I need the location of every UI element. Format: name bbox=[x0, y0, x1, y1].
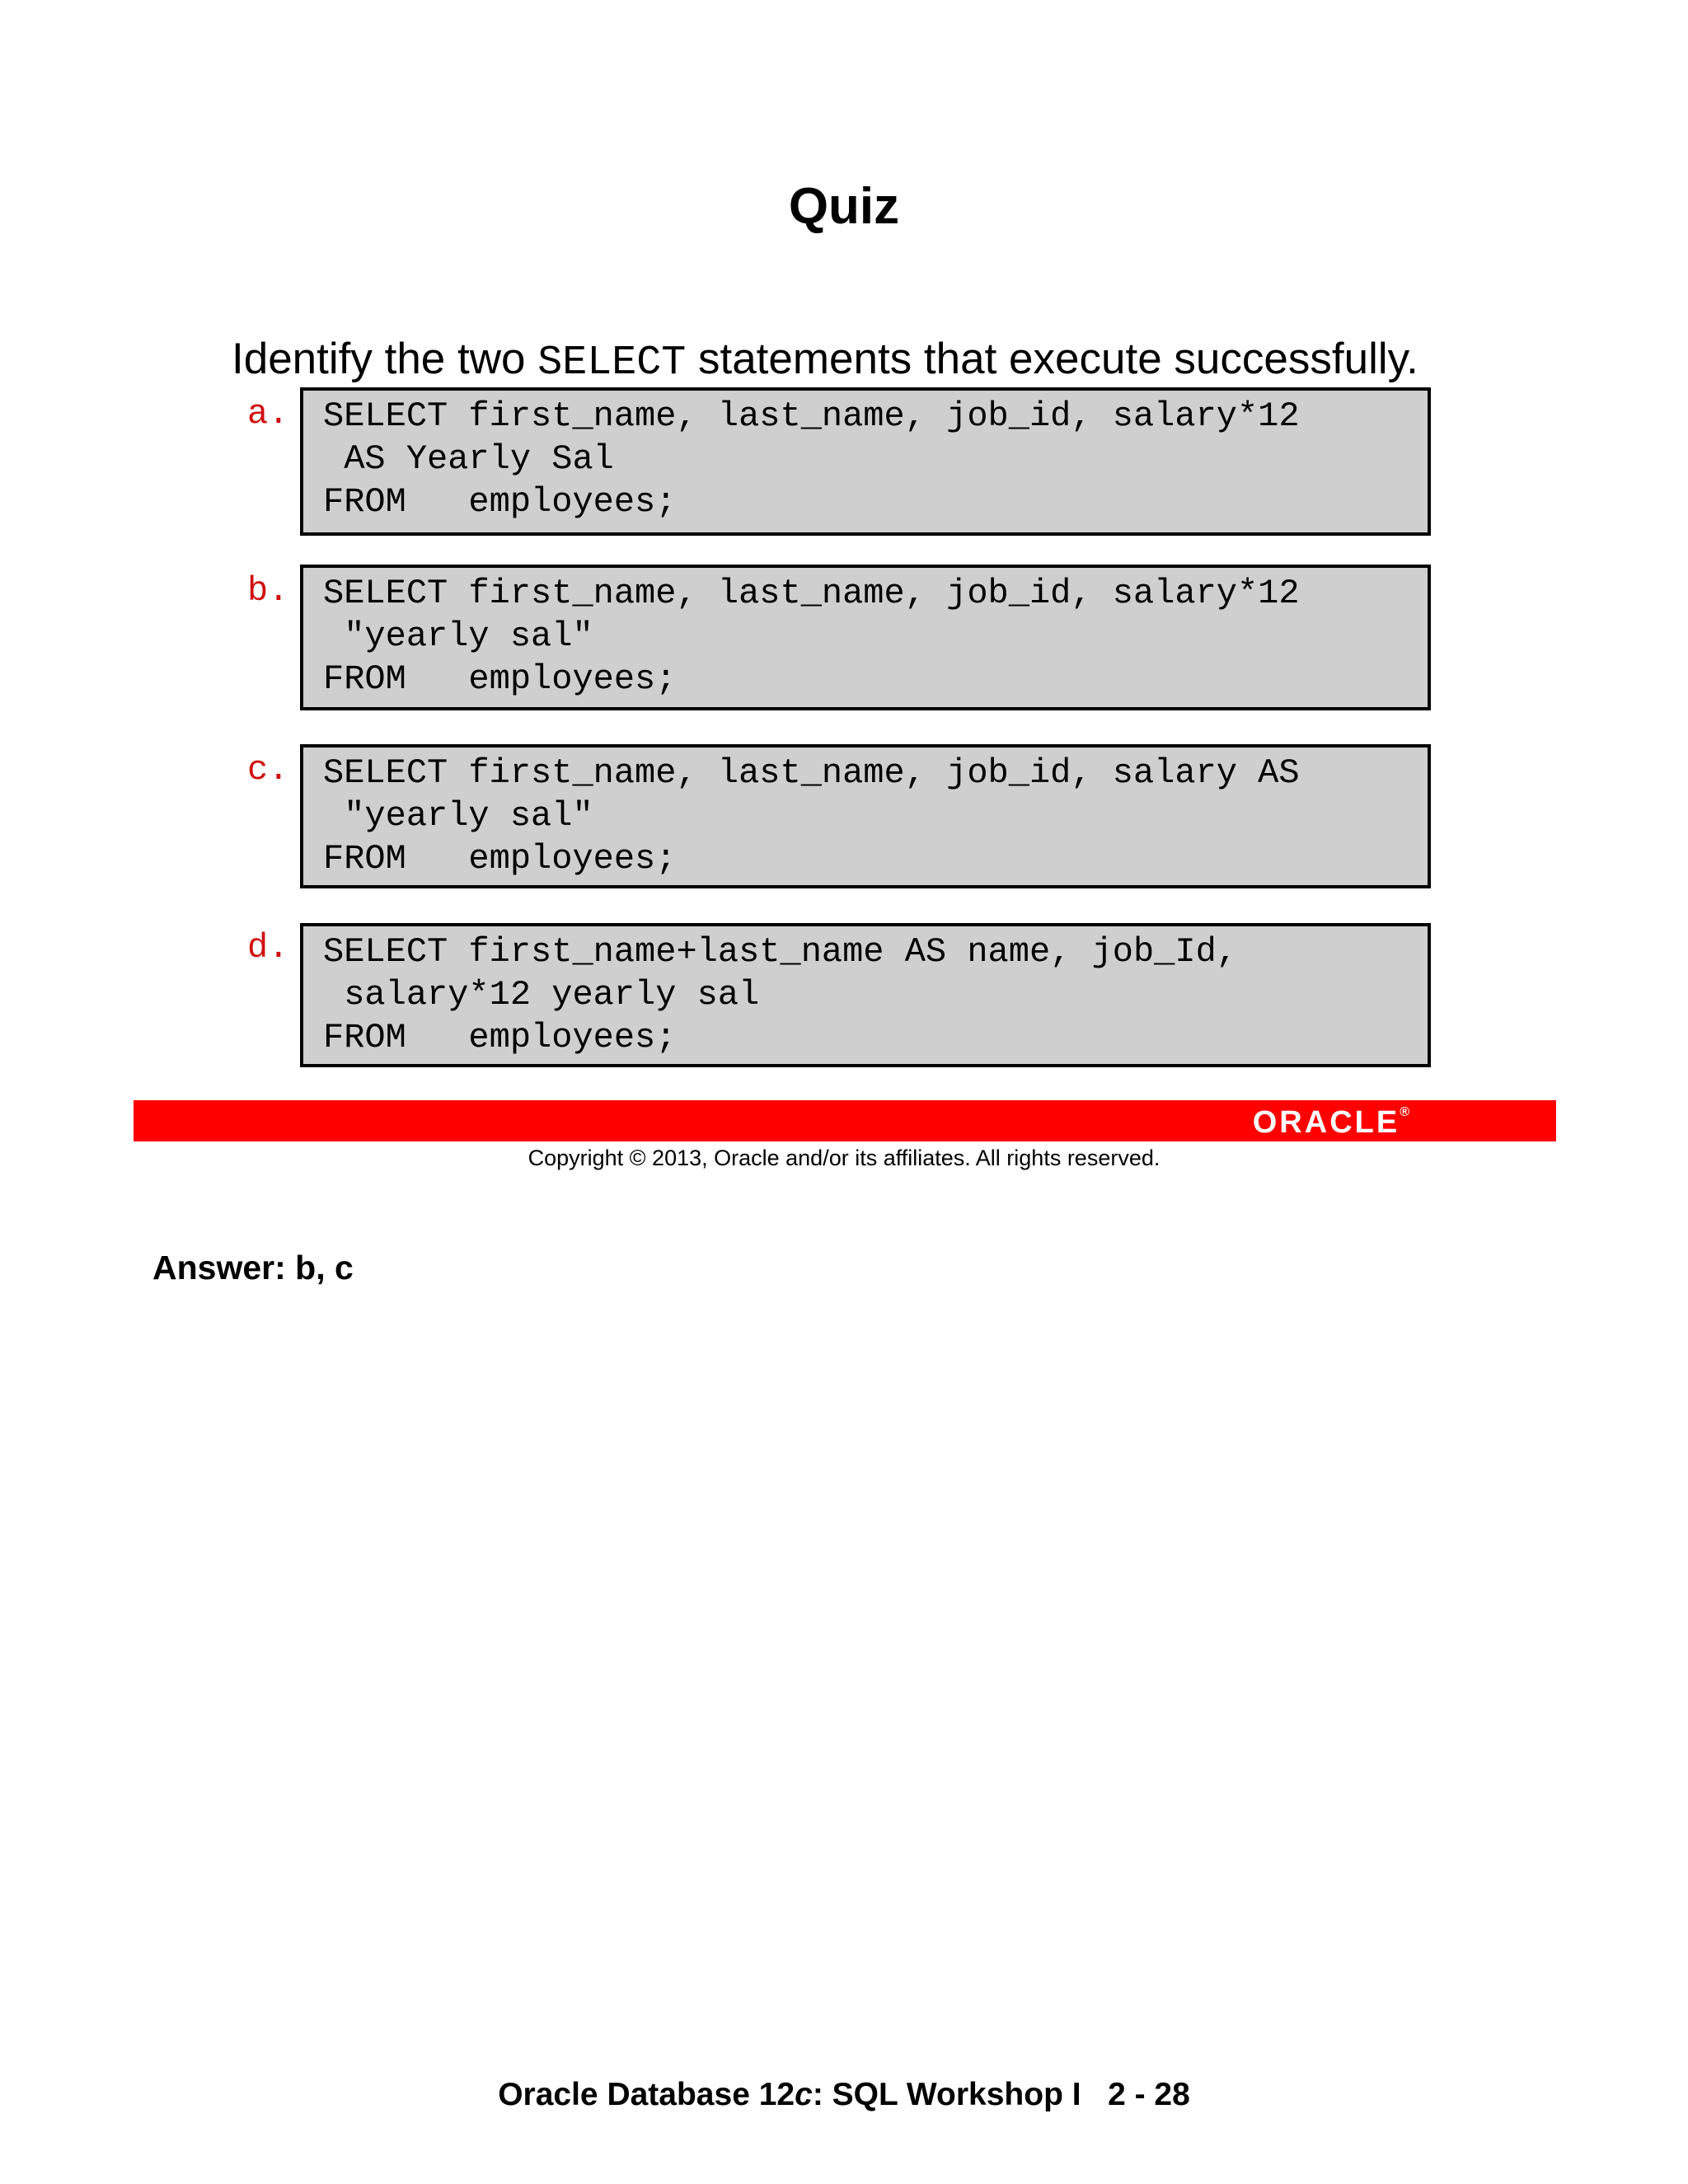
option-c-letter: c. bbox=[247, 750, 289, 790]
code-line: FROM employees; bbox=[323, 659, 677, 699]
option-a-letter: a. bbox=[247, 394, 289, 434]
code-line: SELECT first_name, last_name, job_id, salary*12 bbox=[323, 574, 1300, 613]
footer-italic: c bbox=[795, 2077, 813, 2112]
registered-mark: ® bbox=[1400, 1105, 1409, 1119]
code-line: SELECT first_name, last_name, job_id, salary AS bbox=[323, 753, 1300, 793]
option-a-code bbox=[300, 387, 1431, 536]
code-line: SELECT first_name+last_name AS name, job_Id, bbox=[323, 932, 1237, 972]
code-line: "yearly sal" bbox=[323, 616, 593, 656]
question-text bbox=[232, 334, 1418, 387]
code-line: SELECT first_name, last_name, job_id, salary*12 bbox=[323, 396, 1300, 436]
oracle-red-banner bbox=[134, 1100, 1556, 1141]
answer-text: Answer: b, c bbox=[152, 1249, 354, 1286]
code-line: AS Yearly Sal bbox=[323, 439, 614, 479]
question-keyword: SELECT bbox=[537, 340, 687, 387]
footer-post: : SQL Workshop I 2 - 28 bbox=[812, 2077, 1190, 2112]
option-d-letter: d. bbox=[247, 928, 289, 968]
question-suffix: statements that execute successfully. bbox=[686, 335, 1418, 383]
page-footer bbox=[0, 2077, 1688, 2113]
code-line: FROM employees; bbox=[323, 839, 677, 879]
option-b-code bbox=[300, 565, 1431, 710]
code-line: salary*12 yearly sal bbox=[323, 975, 760, 1015]
copyright-text: Copyright © 2013, Oracle and/or its affiliates. All rights reserved. bbox=[528, 1146, 1160, 1170]
page-title: Quiz bbox=[788, 178, 900, 235]
code-line: FROM employees; bbox=[323, 482, 677, 522]
option-d-code bbox=[300, 923, 1431, 1067]
oracle-logo-text: ORACLE bbox=[1252, 1105, 1400, 1140]
oracle-logo bbox=[1253, 1105, 1409, 1141]
code-line: FROM employees; bbox=[323, 1018, 677, 1057]
code-line: "yearly sal" bbox=[323, 796, 593, 836]
footer-pre: Oracle Database 12 bbox=[498, 2077, 795, 2112]
option-c-code bbox=[300, 744, 1431, 888]
option-b-letter: b. bbox=[247, 571, 289, 611]
question-prefix: Identify the two bbox=[232, 335, 538, 383]
